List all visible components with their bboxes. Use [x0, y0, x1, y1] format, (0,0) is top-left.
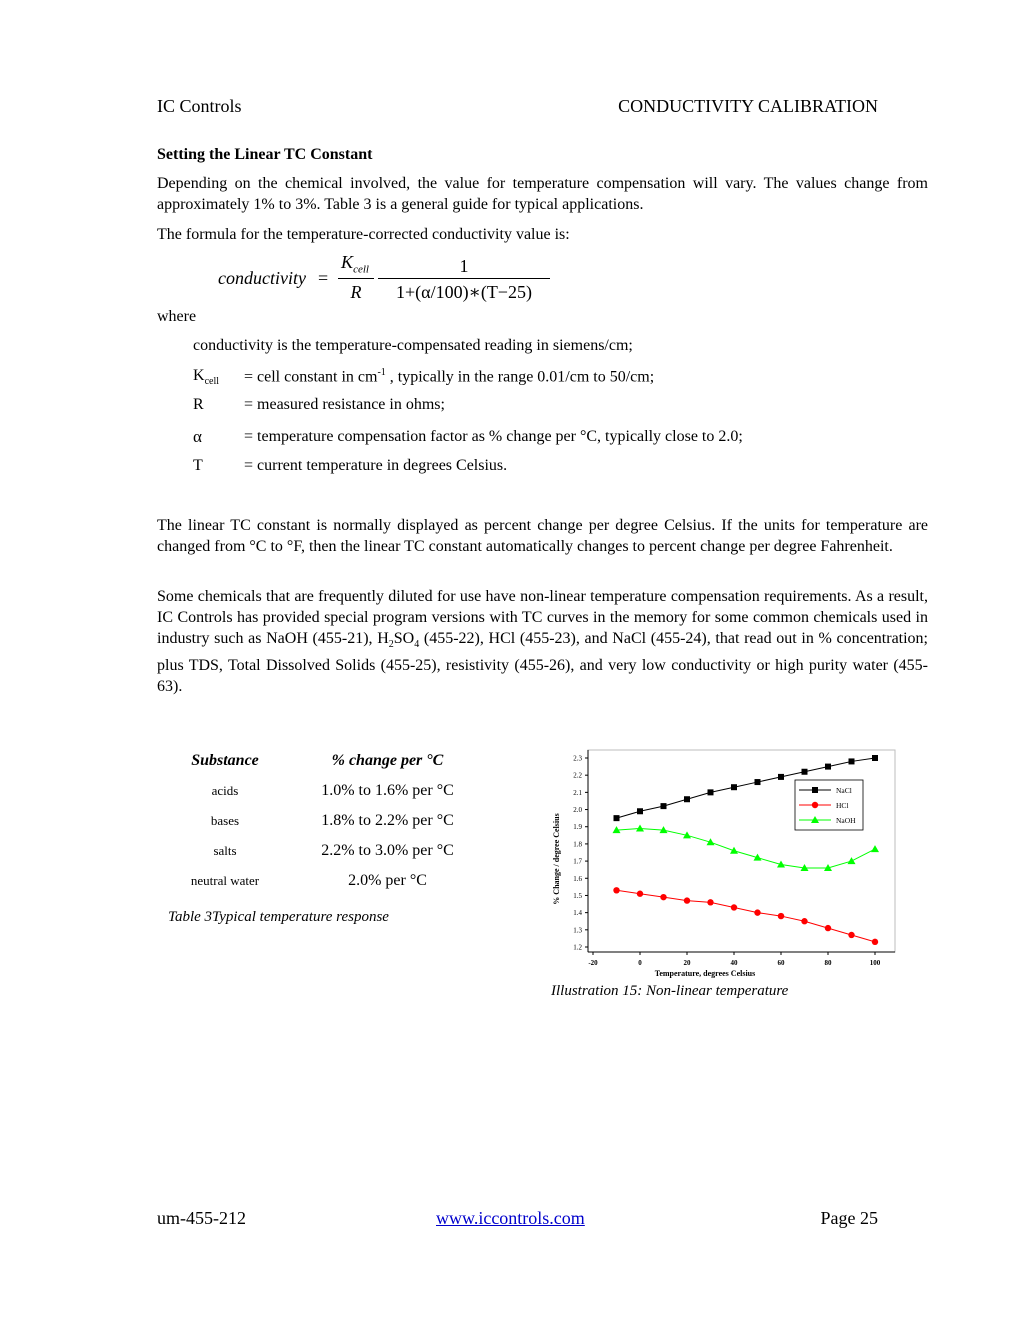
data-point: [778, 913, 784, 919]
y-tick-label: 1.6: [573, 874, 582, 883]
y-tick-label: 1.7: [573, 857, 582, 866]
formula-lhs: conductivity: [218, 268, 306, 288]
data-point: [754, 909, 760, 915]
conductivity-formula: [218, 252, 558, 304]
data-point: [825, 764, 831, 770]
k-subscript: cell: [204, 376, 219, 388]
y-tick-label: 2.0: [573, 806, 582, 815]
legend-label: NaCl: [836, 786, 852, 795]
y-tick-label: 1.4: [573, 909, 582, 918]
k-text-b: , typically in the range 0.01/cm to 50/cm;: [385, 368, 655, 386]
data-point: [637, 808, 643, 814]
data-point: [684, 897, 690, 903]
data-point: [707, 899, 713, 905]
data-point: [849, 758, 855, 764]
tc-table: [160, 752, 500, 932]
chart-legend: [795, 780, 863, 830]
footer-page-number: Page 25: [820, 1208, 878, 1228]
table-cell-substance: neutral water: [190, 873, 260, 888]
formula-r: R: [350, 282, 362, 302]
p4-sub1: 2: [388, 639, 394, 651]
y-tick-label: 2.2: [573, 771, 582, 780]
k-text-a: = cell constant in cm: [244, 368, 378, 386]
x-tick-label: 60: [777, 959, 785, 967]
table-header-change: % change per °C: [331, 752, 444, 769]
fraction-bar-1: [338, 278, 374, 279]
data-point: [731, 904, 737, 910]
formula-equals: =: [318, 268, 329, 288]
chart-caption: Illustration 15: Non-linear temperature: [551, 983, 789, 999]
def-alpha-symbol: α: [193, 427, 202, 446]
formula-fraction-1: [338, 252, 372, 276]
data-point: [660, 894, 666, 900]
x-axis-label: Temperature, degrees Celsius: [654, 969, 756, 978]
table-cell-substance: bases: [210, 813, 240, 828]
fraction-bar-2: [378, 278, 550, 279]
where-label: where: [157, 308, 197, 325]
header-company: IC Controls: [157, 96, 242, 116]
def-k-text: [244, 367, 654, 386]
k-superscript: -1: [377, 367, 386, 378]
tc-units-paragraph: The linear TC constant is normally displayed as percent change per degree Celsius. If the units for temperature are changed from °C to °F, then the linear TC constant automatically changes to percent change per degree Fahrenheit.: [157, 517, 928, 555]
p4-c: (455-22), HCl (455-23), and NaCl (455-24), that read out in % concentration; plus TDS, Total Dissolved Solids (455-25), resistivity (455-26), and very low conductivity or high purity water (455-63).: [157, 630, 929, 696]
k-letter: K: [193, 367, 205, 384]
x-tick-label: 0: [638, 959, 642, 967]
data-point: [755, 779, 761, 785]
table-header-substance: Substance: [191, 752, 259, 769]
formula-k-sub: cell: [353, 263, 369, 276]
y-tick-label: 2.1: [573, 788, 582, 797]
def-alpha-text: = temperature compensation factor as % change per °C, typically close to 2.0;: [244, 428, 743, 445]
formula-k: K: [341, 252, 354, 272]
table-cell-change: 2.0% per °C: [348, 872, 427, 889]
tc-chart: [545, 745, 900, 985]
x-tick-label: 40: [730, 959, 738, 967]
data-point: [778, 774, 784, 780]
def-r-text: = measured resistance in ohms;: [244, 396, 445, 413]
x-tick-label: 80: [824, 959, 832, 967]
y-tick-label: 1.9: [573, 823, 582, 832]
table-cell-change: 1.0% to 1.6% per °C: [321, 782, 454, 799]
y-tick-label: 1.5: [573, 891, 582, 900]
data-point: [684, 796, 690, 802]
data-point: [731, 784, 737, 790]
table-caption: Table 3Typical temperature response: [168, 909, 389, 925]
y-tick-label: 1.8: [573, 840, 582, 849]
table-cell-substance: acids: [211, 783, 239, 798]
p4-b: SO: [393, 630, 415, 647]
data-point: [872, 755, 878, 761]
data-point: [708, 789, 714, 795]
y-tick-label: 2.3: [573, 754, 582, 763]
legend-label: NaOH: [836, 816, 856, 825]
legend-marker: [812, 802, 818, 808]
data-point: [614, 815, 620, 821]
data-point: [661, 803, 667, 809]
intro-paragraph: Depending on the chemical involved, the value for temperature compensation will vary. The values change from approximately 1% to 3%. Table 3 is a general guide for typical applications.: [157, 175, 928, 213]
footer-website-link[interactable]: www.iccontrols.com: [436, 1208, 585, 1228]
def-t-text: = current temperature in degrees Celsius.: [244, 457, 508, 474]
p4-sub2: 4: [414, 639, 420, 651]
data-point: [872, 939, 878, 945]
y-tick-label: 1.2: [573, 943, 582, 952]
footer-doc-id: um-455-212: [157, 1208, 246, 1228]
nonlinear-paragraph: [157, 586, 928, 697]
def-t-symbol: T: [193, 457, 203, 474]
data-point: [613, 887, 619, 893]
data-point: [801, 918, 807, 924]
x-tick-label: -20: [588, 959, 598, 967]
data-point: [802, 769, 808, 775]
y-tick-label: 1.3: [573, 926, 582, 935]
table-cell-change: 2.2% to 3.0% per °C: [321, 842, 454, 859]
legend-marker: [812, 787, 818, 793]
formula-intro: The formula for the temperature-corrected conductivity value is:: [157, 226, 570, 243]
y-axis-label: % Change / degree Celsius: [552, 813, 561, 905]
data-point: [637, 891, 643, 897]
x-tick-label: 20: [683, 959, 691, 967]
def-k-symbol: [193, 367, 219, 387]
table-cell-substance: salts: [213, 843, 237, 858]
def-conductivity: conductivity is the temperature-compensated reading in siemens/cm;: [193, 337, 633, 354]
x-tick-label: 100: [869, 959, 881, 967]
section-title: Setting the Linear TC Constant: [157, 146, 373, 163]
data-point: [825, 925, 831, 931]
table-cell-change: 1.8% to 2.2% per °C: [321, 812, 454, 829]
def-r-symbol: R: [193, 396, 204, 413]
legend-label: HCl: [836, 801, 849, 810]
data-point: [848, 932, 854, 938]
formula-denominator: 1+(α/100)∗(T−25): [396, 282, 532, 302]
formula-one: 1: [459, 256, 469, 276]
header-section: CONDUCTIVITY CALIBRATION: [618, 96, 878, 116]
p4-a: Some chemicals that are frequently diluted for use have non-linear temperature compensation requirements. As a result, IC Controls has provided special program versions with TC curves in the memory for some common chemicals used in industry such as NaOH (455-21), H: [157, 588, 928, 647]
